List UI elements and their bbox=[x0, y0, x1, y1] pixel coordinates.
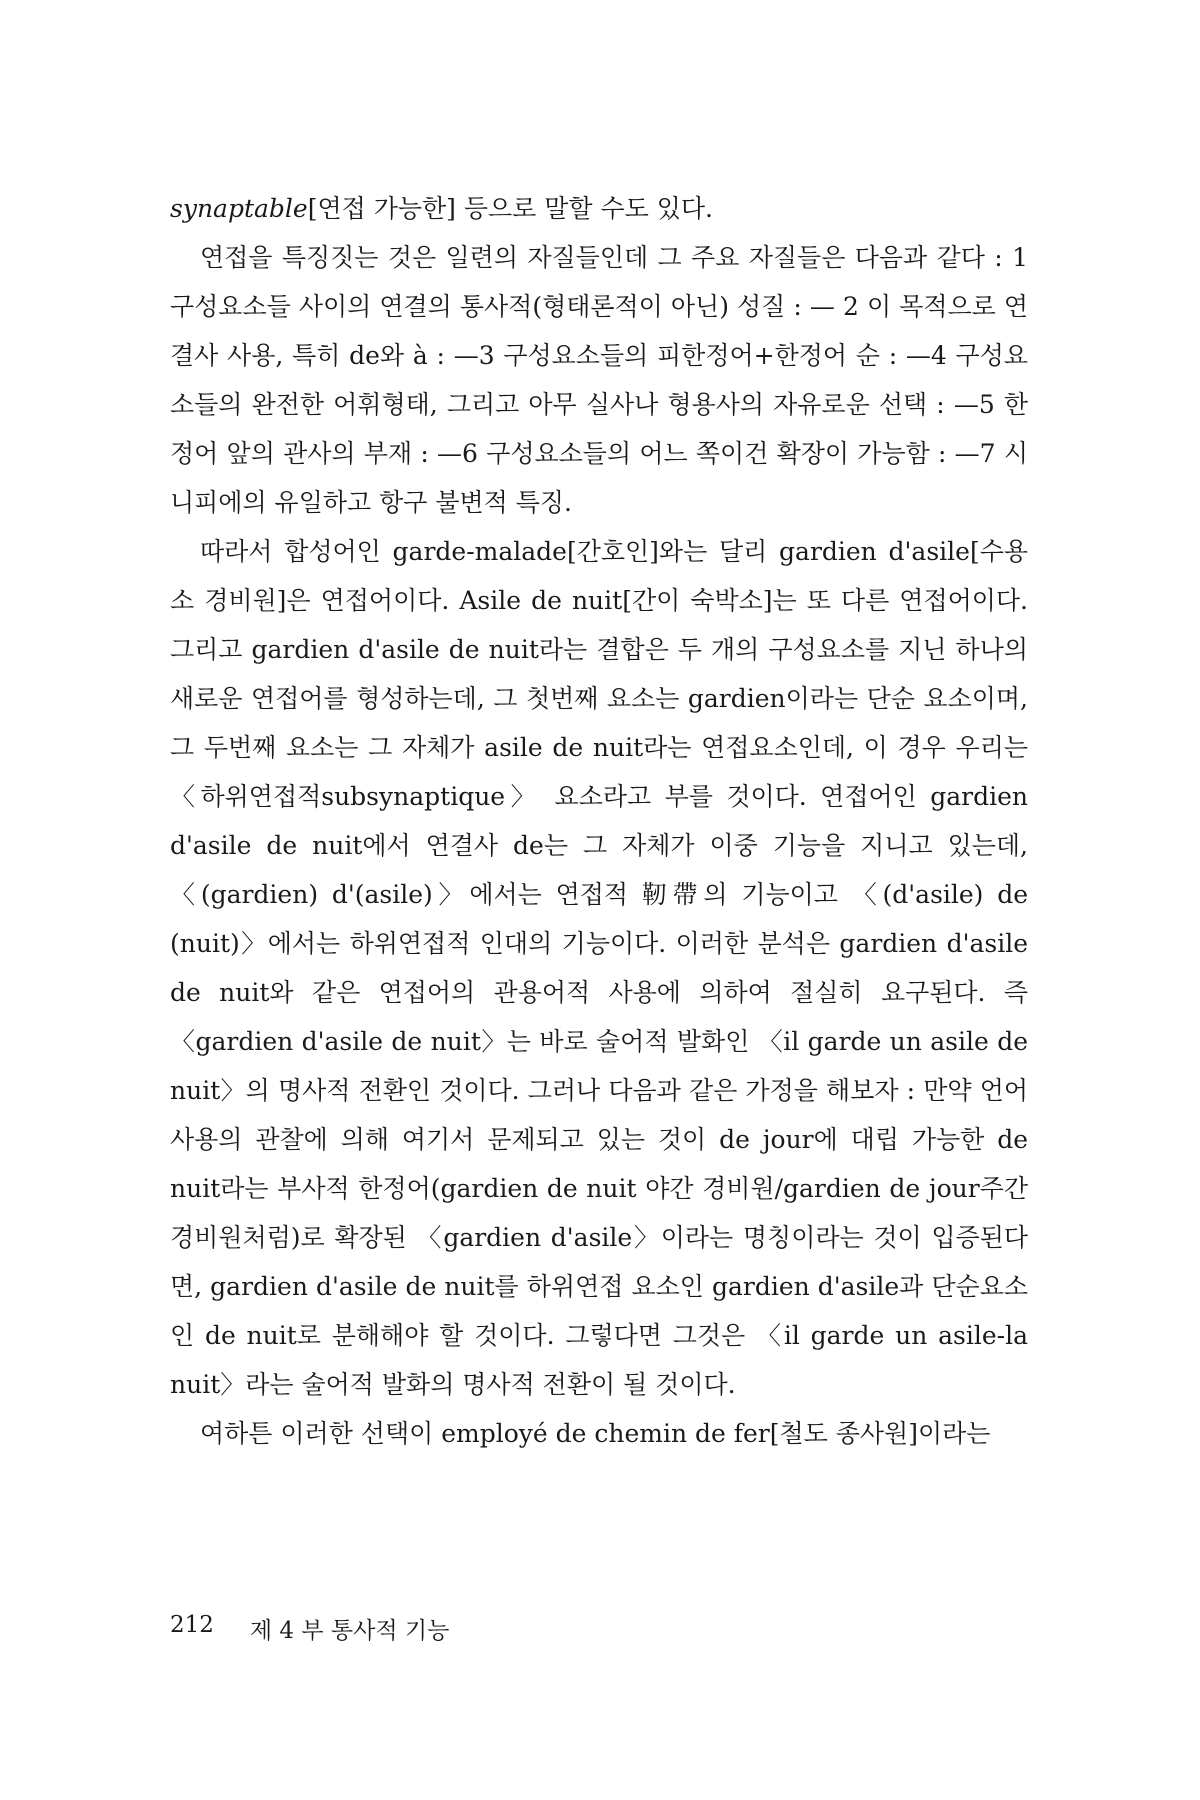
page-footer bbox=[170, 1612, 449, 1645]
paragraph-final: 여하튼 이러한 선택이 employé de chemin de fer[철도 종사원]이라는 bbox=[200, 1419, 991, 1448]
page-number: 212 bbox=[170, 1612, 214, 1638]
paragraph-continuation bbox=[170, 184, 1028, 233]
lead-term: synaptable bbox=[170, 194, 308, 223]
body-text bbox=[170, 184, 1028, 1458]
paragraph-text: [연접 가능한] 등으로 말할 수도 있다. bbox=[307, 194, 714, 223]
running-head: 제 4 부 통사적 기능 bbox=[249, 1618, 450, 1644]
paragraph-analysis: 따라서 합성어인 garde-malade[간호인]와는 달리 gardien d'asile[수용소 경비원]은 연접어이다. Asile de nuit[간이 숙박소]는 또 다른 연접어이다. 그리고 gardien d'asile de nuit라는 결합은 두 개의 구성요소를 지닌 하나의 새로운 연접어를 형성하는데, 그 첫번째 요소는 gardien이라는 단순 요소이며, 그 두번째 요소는 그 자체가 asile de nuit라는 연접요소인데, 이 경우 우리는 〈하위연접적subsynaptique〉 요소라고 부를 것이다. 연접어인 gardien d'asile de nuit에서 연결사 de는 그 자체가 이중 기능을 지니고 있는데, 〈(gardien) d'(asile)〉에서는 연접적 靭帶의 기능이고 〈(d'asile) de (nuit)〉에서는 하위연접적 인대의 기능이다. 이러한 분석은 gardien d'asile de nuit와 같은 연접어의 관용어적 사용에 의하여 절실히 요구된다. 즉 〈gardien d'asile de nuit〉는 바로 술어적 발화인 〈il garde un asile de nuit〉의 명사적 전환인 것이다. 그러나 다음과 같은 가정을 해보자 : 만약 언어사용의 관찰에 의해 여기서 문제되고 있는 것이 de jour에 대립 가능한 de nuit라는 부사적 한정어(gardien de nuit 야간 경비원/gardien de jour주간 경비원처럼)로 확장된 〈gardien d'asile〉이라는 명칭이라는 것이 입증된다면, gardien d'asile de nuit를 하위연접 요소인 gardien d'asile과 단순요소인 de nuit로 분해해야 할 것이다. 그렇다면 그것은 〈il garde un asile-la nuit〉라는 술어적 발화의 명사적 전환이 될 것이다. bbox=[170, 537, 1028, 1399]
paragraph-features: 연접을 특징짓는 것은 일련의 자질들인데 그 주요 자질들은 다음과 같다 : 1 구성요소들 사이의 연결의 통사적(형태론적이 아닌) 성질 : — 2 이 목적으로 연결사 사용, 특히 de와 à : —3 구성요소들의 피한정어+한정어 순 : —4 구성요소들의 완전한 어휘형태, 그리고 아무 실사나 형용사의 자유로운 선택 : —5 한정어 앞의 관사의 부재 : —6 구성요소들의 어느 쪽이건 확장이 가능함 : —7 시니피에의 유일하고 항구 불변적 특징. bbox=[170, 243, 1028, 517]
